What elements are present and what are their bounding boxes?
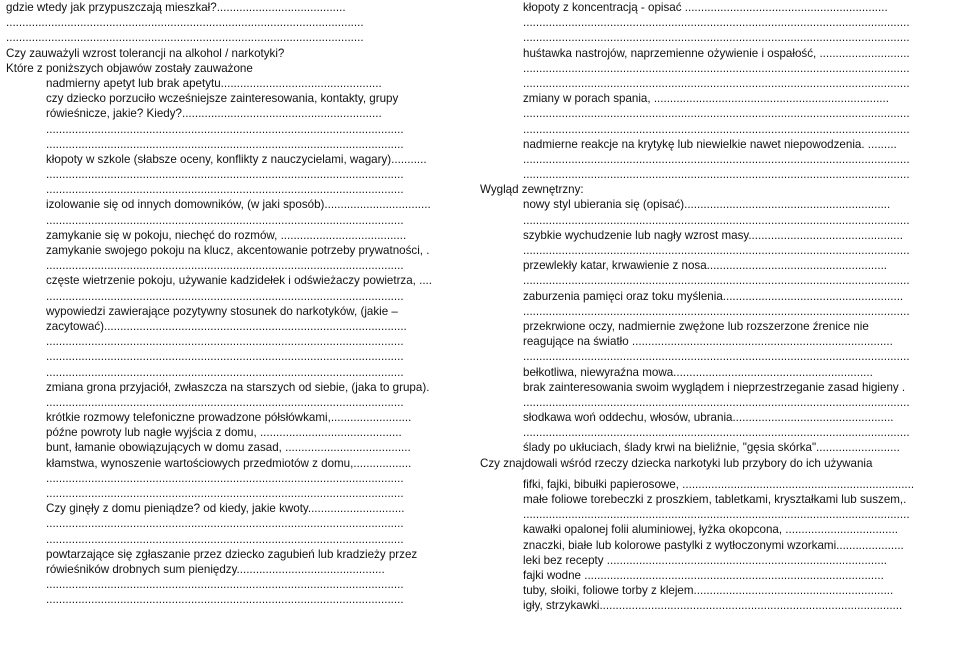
fill-in-line: ............................................................................................................... (46, 335, 404, 349)
bullet-item: zmiany w porach spania, ......................................................................... (480, 91, 956, 106)
fill-in-line: ........................................................................................................................ (523, 168, 910, 182)
bullet-item: zamykanie się w pokoju, niechęć do rozmów, ....................................... (6, 228, 468, 243)
right-column (480, 0, 956, 614)
bullet-item: nadmierne reakcje na krytykę lub niewielkie nawet niepowodzenia. ......... (480, 137, 956, 152)
fill-in-line: ........................................................................................................................ (523, 244, 910, 257)
left-column (6, 0, 468, 608)
bullet-item: powtarzające się zgłaszanie przez dziecko zagubień lub kradzieży przez (6, 547, 468, 562)
text-line: Czy zauważyli wzrost tolerancji na alkohol / narkotyki? (6, 46, 285, 60)
fill-in-line: ........................................................................................................................ (523, 213, 910, 227)
bullet-item-continuation: reagujące na światło ................................................................................. (523, 335, 893, 349)
bullet-item: huśtawka nastrojów, naprzemienne ożywienie i ospałość, ............................ (480, 46, 956, 61)
bullet-item: tuby, słoiki, foliowe torby z klejem.............................................................. (480, 583, 956, 598)
fill-in-line: zacytować).............................................................................................. (46, 319, 407, 333)
section-heading: Czy znajdowali wśród rzeczy dziecka narkotyki lub przybory do ich używania (480, 456, 873, 470)
fill-in-line: ............................................................................................................... (46, 350, 404, 364)
fill-in-line: ............................................................................................................... (46, 183, 404, 197)
bullet-item: kawałki opalonej folii aluminiowej, łyżka okopcona, ................................... (480, 522, 956, 537)
bullet-item: krótkie rozmowy telefoniczne prowadzone półsłówkami,......................... (6, 410, 468, 425)
bullet-item: bełkotliwa, niewyraźna mowa.............................................................. (480, 365, 956, 380)
bullet-item: zmiana grona przyjaciół, zwłaszcza na starszych od siebie, (jaka to grupa). (6, 380, 468, 395)
bullet-item: przekrwione oczy, nadmiernie zwężone lub rozszerzone źrenice nie (480, 319, 956, 334)
fill-in-line: rówieśników drobnych sum pieniędzy.............................................. (46, 562, 385, 576)
bullet-item: kłopoty z koncentracją - opisać ............................................................... (480, 0, 956, 15)
bullet-item: zaburzenia pamięci oraz toku myślenia........................................................ (480, 289, 956, 304)
text-line: Które z poniższych objawów zostały zauważone (6, 61, 253, 75)
fill-in-line: ............................................................................................................... (46, 487, 404, 500)
text-line: gdzie wtedy jak przypuszczają mieszkał?........................................ (6, 1, 346, 14)
fill-in-line: ........................................................................................................................ (523, 395, 910, 409)
fill-in-line: ............................................................................................................... (46, 259, 404, 273)
bullet-item: słodkawa woń oddechu, włosów, ubrania.................................................. (480, 410, 956, 425)
bullet-item: częste wietrzenie pokoju, używanie kadzidełek i odświeżaczy powietrza, .... (6, 273, 468, 288)
fill-in-line: ........................................................................................................................ (523, 122, 910, 136)
bullet-item: późne powroty lub nagłe wyjścia z domu, ............................................ (6, 425, 468, 440)
bullet-item: igły, strzykawki.............................................................................................. (480, 598, 956, 613)
bullet-item: bunt, łamanie obowiązujących w domu zasad, ....................................... (6, 440, 468, 455)
fill-in-line: ........................................................................................................................ (523, 152, 910, 166)
bullet-item: czy dziecko porzuciło wcześniejsze zainteresowania, kontakty, grupy (6, 91, 468, 106)
bullet-item: nadmierny apetyt lub brak apetytu.................................................. (6, 76, 468, 91)
bullet-item: izolowanie się od innych domowników, (w jaki sposób)................................. (6, 197, 468, 212)
section-heading: Wygląd zewnętrzny: (480, 183, 584, 197)
bullet-item: fajki wodne ............................................................................................. (480, 568, 956, 583)
bullet-item: szybkie wychudzenie lub nagły wzrost masy................................................ (480, 228, 956, 243)
bullet-item: kłopoty w szkole (słabsze oceny, konflikty z nauczycielami, wagary)........... (6, 152, 468, 167)
bullet-item: wypowiedzi zawierające pozytywny stosunek do narkotyków, (jakie – (6, 304, 468, 319)
fill-in-line: ........................................................................................................................ (523, 508, 910, 522)
fill-in-line: ............................................................................................................... (46, 168, 404, 182)
fill-in-line: ........................................................................................................................ (523, 304, 910, 318)
fill-in-line: ............................................................................................................... (46, 471, 404, 485)
fill-in-line: ........................................................................................................................ (523, 107, 910, 121)
fill-in-line: ........................................................................................................................ (523, 426, 910, 440)
fill-in-line: ............................................................................................................... (46, 289, 404, 303)
fill-in-line: ............................................................................................................... (46, 517, 404, 531)
fill-in-line: ............................................................................................................... (46, 593, 404, 607)
fill-in-line: ............................................................................................................... (46, 532, 404, 546)
fill-in-line: ........................................................................................................................ (523, 76, 910, 90)
fill-in-line: ............................................................................................................... (46, 213, 404, 227)
fill-in-line: ............................................................................................................... (46, 578, 404, 592)
bullet-item: przewlekły katar, krwawienie z nosa........................................................ (480, 258, 956, 273)
bullet-item: Czy ginęły z domu pieniądze? od kiedy, jakie kwoty.............................. (6, 501, 468, 516)
fill-in-line: ........................................................................................................................ (523, 31, 910, 45)
bullet-item: leki bez recepty ....................................................................................... (480, 553, 956, 568)
bullet-item: kłamstwa, wynoszenie wartościowych przedmiotów z domu,.................. (6, 456, 468, 471)
bullet-item: fifki, fajki, bibułki papierosowe, ........................................................................ (480, 477, 956, 492)
fill-in-line: ........................................................................................................................ (523, 16, 910, 30)
text-line: ............................................................................................................... (6, 31, 364, 45)
bullet-item: zamykanie swojego pokoju na klucz, akcentowanie potrzeby prywatności, . (6, 243, 468, 258)
bullet-item: ślady po ukłuciach, ślady krwi na bieliźnie, "gęsia skórka".......................... (480, 440, 956, 455)
bullet-item: brak zainteresowania swoim wyglądem i nieprzestrzeganie zasad higieny . (480, 380, 956, 395)
fill-in-line: ............................................................................................................... (46, 122, 404, 136)
fill-in-line: ........................................................................................................................ (523, 350, 910, 364)
bullet-item: małe foliowe torebeczki z proszkiem, tabletkami, kryształkami lub suszem,. (480, 492, 956, 507)
fill-in-line: ............................................................................................................... (46, 365, 404, 379)
bullet-item: znaczki, białe lub kolorowe pastylki z wytłoczonymi wzorkami..................... (480, 538, 956, 553)
bullet-item: nowy styl ubierania się (opisać)................................................................ (480, 197, 956, 212)
fill-in-line: ............................................................................................................... (46, 137, 404, 151)
fill-in-line: ........................................................................................................................ (523, 61, 910, 75)
fill-in-line: ........................................................................................................................ (523, 274, 910, 288)
fill-in-line: ............................................................................................................... (46, 395, 404, 409)
fill-in-line: rówieśnicze, jakie? Kiedy?.............................................................. (46, 107, 382, 121)
text-line: ............................................................................................................... (6, 16, 364, 30)
